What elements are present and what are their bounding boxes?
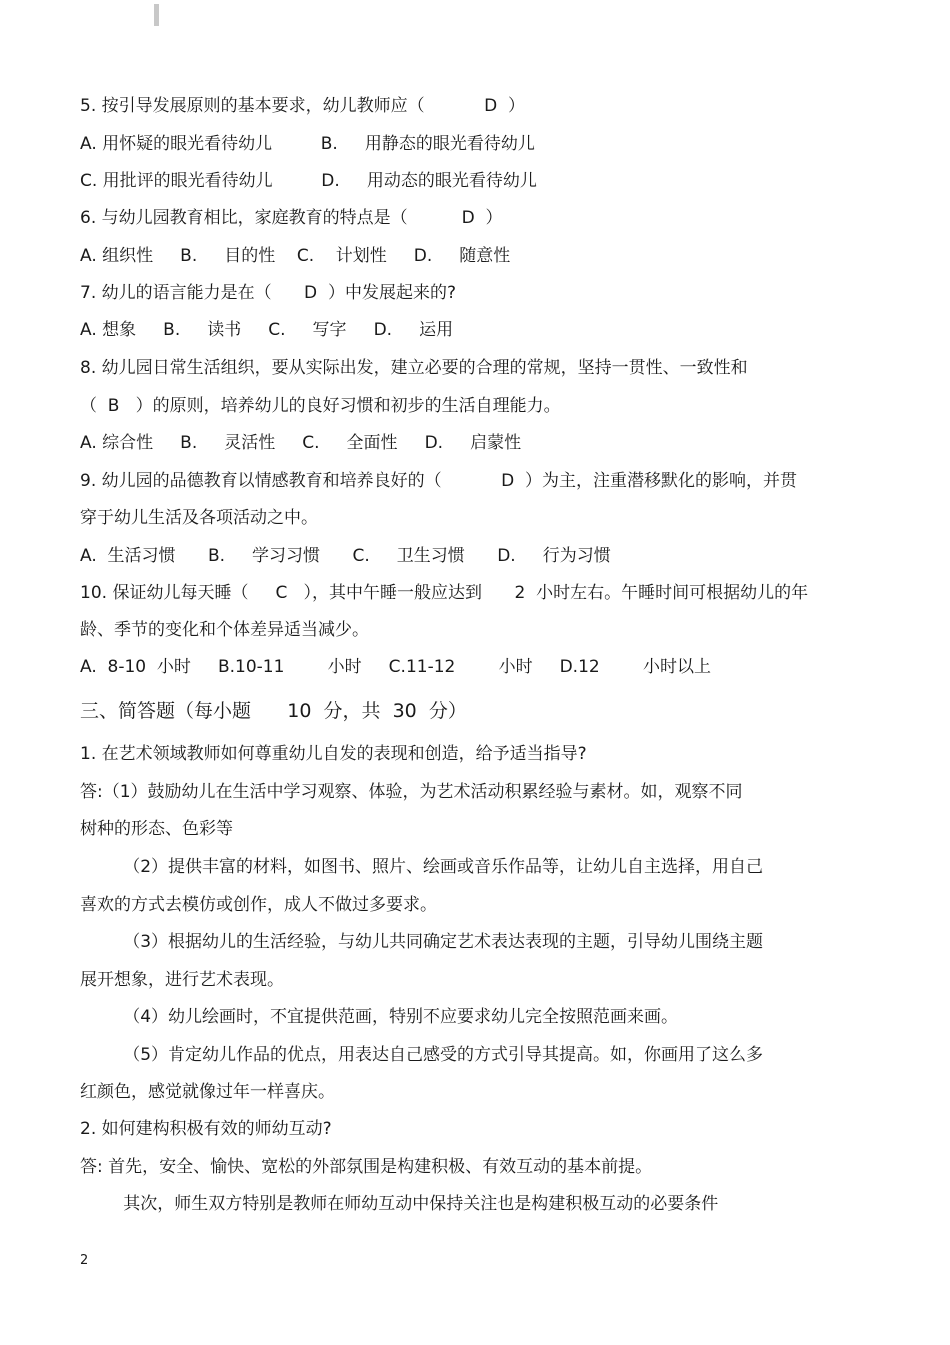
q5-options-cd: C. 用批评的眼光看待幼儿 D. 用动态的眼光看待幼儿 (80, 171, 537, 191)
sa1-answer-line3: （2）提供丰富的材料，如图书、照片、绘画或音乐作品等，让幼儿自主选择，用自己 (80, 857, 764, 877)
sa1-answer-line9: 红颜色，感觉就像过年一样喜庆。 (80, 1082, 335, 1102)
q6-options: A. 组织性 B. 目的性 C. 计划性 D. 随意性 (80, 246, 511, 266)
q9-stem-line1: 9. 幼儿园的品德教育以情感教育和培养良好的（ D ）为主，注重潜移默化的影响，并贯 (80, 471, 797, 491)
q8-stem-line1: 8. 幼儿园日常生活组织，要从实际出发，建立必要的合理的常规，坚持一贯性、一致性和 (80, 358, 748, 378)
q8-options: A. 综合性 B. 灵活性 C. 全面性 D. 启蒙性 (80, 433, 522, 453)
q10-options: A. 8-10 小时 B.10-11 小时 C.11-12 小时 D.12 小时以上 (80, 657, 711, 677)
q7-stem: 7. 幼儿的语言能力是在（ D ）中发展起来的? (80, 283, 456, 303)
page-number: 2 (80, 1253, 89, 1268)
q6-stem: 6. 与幼儿园教育相比，家庭教育的特点是（ D ） (80, 208, 503, 228)
sa1-answer-line6: 展开想象，进行艺术表现。 (80, 970, 284, 990)
scan-mark (154, 4, 159, 26)
sa1-answer-line1: 答:（1）鼓励幼儿在生活中学习观察、体验，为艺术活动积累经验与素材。如，观察不同 (80, 782, 743, 802)
q9-options: A. 生活习惯 B. 学习习惯 C. 卫生习惯 D. 行为习惯 (80, 546, 611, 566)
sa1-answer-line4: 喜欢的方式去模仿或创作，成人不做过多要求。 (80, 895, 437, 915)
sa1-question: 1. 在艺术领域教师如何尊重幼儿自发的表现和创造，给予适当指导? (80, 744, 587, 764)
q10-stem-line1: 10. 保证幼儿每天睡（ C ），其中午睡一般应达到 2 小时左右。午睡时间可根据幼儿的年 (80, 583, 809, 603)
sa1-answer-line7: （4）幼儿绘画时，不宜提供范画，特别不应要求幼儿完全按照范画来画。 (80, 1007, 679, 1027)
q8-stem-line2: （ B ）的原则，培养幼儿的良好习惯和初步的生活自理能力。 (80, 396, 561, 416)
q5-stem: 5. 按引导发展原则的基本要求，幼儿教师应（ D ） (80, 96, 525, 116)
sa2-question: 2. 如何建构积极有效的师幼互动? (80, 1119, 332, 1139)
q5-options-ab: A. 用怀疑的眼光看待幼儿 B. 用静态的眼光看待幼儿 (80, 134, 535, 154)
sa2-answer-line1: 答: 首先，安全、愉快、宽松的外部氛围是构建积极、有效互动的基本前提。 (80, 1157, 653, 1177)
sa2-answer-line2: 其次，师生双方特别是教师在师幼互动中保持关注也是构建积极互动的必要条件 (80, 1194, 719, 1214)
section-heading: 三、简答题（每小题 10 分，共 30 分） (80, 700, 467, 722)
q7-options: A. 想象 B. 读书 C. 写字 D. 运用 (80, 320, 454, 340)
sa1-answer-line2: 树种的形态、色彩等 (80, 819, 233, 839)
sa1-answer-line8: （5）肯定幼儿作品的优点，用表达自己感受的方式引导其提高。如，你画用了这么多 (80, 1045, 764, 1065)
sa1-answer-line5: （3）根据幼儿的生活经验，与幼儿共同确定艺术表达表现的主题，引导幼儿围绕主题 (80, 932, 764, 952)
q9-stem-line2: 穿于幼儿生活及各项活动之中。 (80, 508, 318, 528)
q10-stem-line2: 龄、季节的变化和个体差异适当减少。 (80, 620, 369, 640)
